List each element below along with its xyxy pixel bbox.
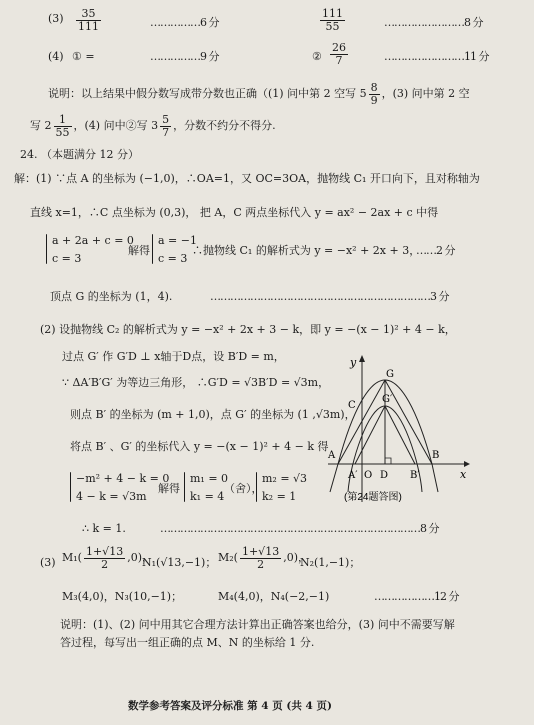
points-m4-n4: M₄(4,0)，N₄(−2,−1) — [218, 590, 330, 603]
fraction-denominator: 9 — [370, 93, 378, 107]
q23-part4-score-9: ……………9 分 — [150, 50, 219, 63]
q23-part3-score-8: ……………………8 分 — [384, 16, 483, 29]
segment-b-prime-g-prime — [385, 406, 415, 464]
q24-part2-line5: 将点 B′ 、G′ 的坐标代入 y = −(x − 1)² + 4 − k 得 — [70, 440, 329, 453]
q23-note-line2 — [30, 114, 276, 138]
brace — [152, 234, 153, 264]
fraction-numerator: 1+√13 — [85, 545, 124, 558]
q23-part3-fraction-2 — [318, 8, 347, 32]
point-n2: N₂(1,−1)； — [300, 556, 361, 569]
q24-note-line2: 答过程，每写出一组正确的点 M、N 的坐标给 1 分. — [60, 636, 315, 649]
points-m3-n3: M₃(4,0)，N₃(10,−1)； — [62, 590, 183, 603]
vertex-line: 顶点 G 的坐标为 (1，4). — [50, 290, 173, 303]
fraction-denominator: 7 — [162, 125, 170, 139]
solve-word-2: 解得 — [158, 482, 180, 495]
score-12: ………………12 分 — [374, 590, 459, 603]
label-c: C — [348, 400, 356, 411]
system2-eq1: a = −1 — [158, 234, 197, 247]
fraction-denominator: 2 — [257, 557, 265, 571]
q23-part4-label: (4) — [48, 50, 64, 63]
label-a-prime: A′ — [348, 470, 358, 481]
note-text: ，(4) 问中②写 3 — [73, 119, 159, 133]
q23-note-line1 — [48, 82, 470, 106]
fraction-denominator: 55 — [55, 125, 70, 139]
system3-eq1: −m² + 4 − k = 0 — [76, 472, 170, 485]
note-text: 说明：以上结果中假分数写成带分数也正确（(1) 问中第 2 空写 5 — [48, 87, 367, 101]
brace — [70, 472, 71, 502]
k-result: ∴ k = 1. — [82, 522, 126, 535]
system5-eq2: k₂ = 1 — [262, 490, 297, 503]
fraction-numerator: 35 — [76, 8, 101, 21]
brace — [184, 472, 185, 502]
label-g: G — [386, 369, 394, 380]
system1-eq1: a + 2a + c = 0 — [52, 234, 134, 247]
segment-a-prime-g-prime — [355, 406, 385, 464]
label-b-prime: B′ — [410, 470, 420, 481]
q23-part3-score-6: ……………6 分 — [150, 16, 219, 29]
fraction-numerator: 8 — [370, 81, 378, 94]
figure-caption: (第24题答图) — [344, 492, 402, 503]
solve-word: 解得 — [128, 244, 150, 257]
y-axis-arrow — [359, 355, 365, 362]
system1-eq2: c = 3 — [52, 252, 82, 265]
q24-part2-line2: 过点 G′ 作 G′D ⊥ x轴于D点，设 B′D = m， — [62, 350, 285, 363]
label-g-prime: G′ — [382, 394, 393, 405]
q24-part1-line1: 解：(1) ∵点 A 的坐标为 (−1,0)，∴OA=1，又 OC=3OA，抛物线 C₁ 开口向下，且对称轴为 — [14, 172, 480, 185]
fraction-numerator: 1 — [54, 114, 72, 127]
point-m1 — [62, 546, 153, 570]
x-axis-arrow — [464, 461, 470, 467]
label-x: x — [460, 468, 467, 481]
system4-eq2: k₁ = 4 — [190, 490, 225, 503]
q24-part3-label: (3) — [40, 556, 56, 569]
score-3: …………………………………………………………3 分 — [210, 290, 449, 303]
fraction-denominator: 55 — [325, 19, 340, 33]
brace — [46, 234, 47, 264]
fraction-numerator: 111 — [322, 7, 343, 20]
q24-header: 24. （本题满分 12 分） — [20, 148, 139, 161]
point-n1: N₁(√13,−1)； — [142, 556, 217, 569]
note-text: ，(3) 问中第 2 空 — [381, 87, 470, 101]
q23-part4-score-11: ……………………11 分 — [384, 50, 489, 63]
q23-part3-fraction — [74, 8, 103, 32]
label-a: A — [328, 450, 336, 461]
page-footer: 数学参考答案及评分标准 第 4 页 (共 4 页) — [128, 700, 332, 712]
system4-eq1: m₁ = 0 — [190, 472, 229, 485]
q23-part4-fraction — [328, 42, 350, 66]
system3-eq2: 4 − k = √3m — [76, 490, 147, 503]
score-8: ……………………………………………………………………8 分 — [160, 522, 439, 535]
figure-24-answer-diagram — [320, 352, 470, 514]
system5-eq1: m₂ = √3 — [262, 472, 308, 485]
point-text: M₁( — [62, 551, 82, 565]
point-m2 — [218, 546, 309, 570]
reject-note: （舍）， — [224, 482, 263, 495]
label-d: D — [380, 470, 389, 481]
q24-part1-line2: 直线 x=1，∴C 点坐标为 (0,3)， 把 A，C 两点坐标代入 y = ax² − 2ax + c 中得 — [30, 206, 439, 219]
point-text: M₂( — [218, 551, 238, 565]
fraction-denominator: 2 — [101, 557, 109, 571]
right-angle-mark — [385, 458, 391, 464]
q24-note-line1: 说明：(1)、(2) 问中用其它合理方法计算出正确答案也给分，(3) 问中不需要写解 — [60, 618, 455, 631]
fraction-denominator: 7 — [335, 53, 343, 67]
fraction-numerator: 5 — [162, 113, 170, 126]
note-text: ，分数不约分不得分. — [173, 119, 276, 133]
fraction-numerator: 1+√13 — [241, 545, 280, 558]
label-y: y — [350, 356, 357, 369]
q23-part4-answer2: ② — [312, 50, 322, 63]
fraction-numerator: 26 — [332, 41, 346, 54]
label-b: B — [432, 450, 440, 461]
q23-part4-answer1: ① = — [72, 50, 95, 63]
brace — [256, 472, 257, 502]
label-o: O — [364, 470, 373, 481]
point-text: ,0)， — [283, 551, 309, 565]
q23-part3-label: (3) — [48, 12, 64, 25]
fraction-denominator: 111 — [78, 19, 99, 33]
q24-part2-line4: 则点 B′ 的坐标为 (m + 1,0)，点 G′ 的坐标为 (1 ,√3m)， — [70, 408, 356, 421]
score-2: ……2 分 — [416, 244, 455, 257]
q24-part2-line3: ∵ ΔA′B′G′ 为等边三角形， ∴G′D = √3B′D = √3m， — [62, 376, 330, 389]
system2-eq2: c = 3 — [158, 252, 188, 265]
q24-part2-line1: (2) 设抛物线 C₂ 的解析式为 y = −x² + 2x + 3 − k，即 y = −(x − 1)² + 4 − k， — [40, 323, 456, 336]
point-text: ,0)， — [127, 551, 153, 565]
note-text: 写 2 — [30, 119, 52, 133]
parabola-c1-result: ∴抛物线 C₁ 的解析式为 y = −x² + 2x + 3， — [192, 244, 421, 257]
